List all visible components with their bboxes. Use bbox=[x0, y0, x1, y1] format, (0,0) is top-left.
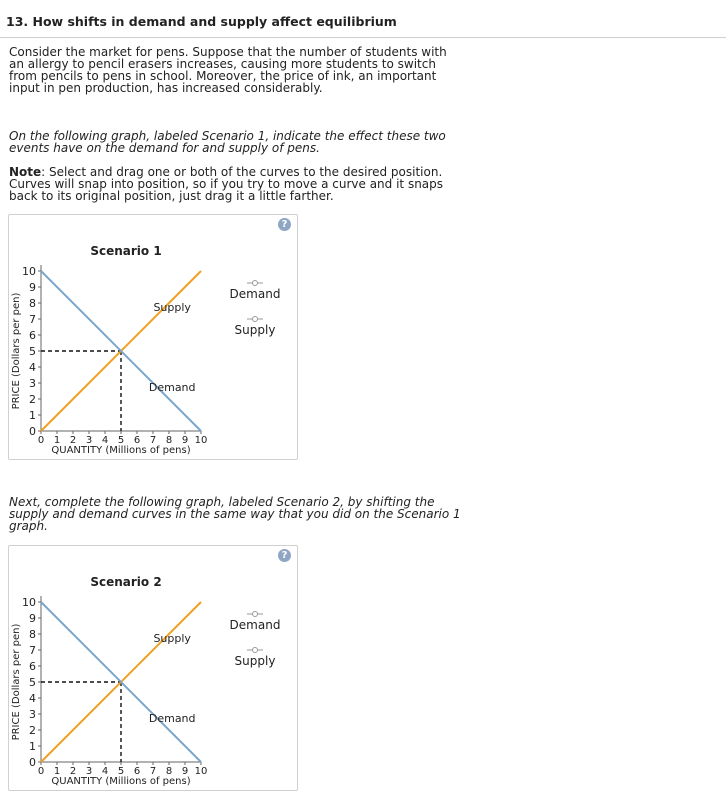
chart-2-x-tick-4: 4 bbox=[101, 766, 109, 777]
chart-1-y-tick-8: 8 bbox=[29, 297, 36, 310]
note-text: : Select and drag one or both of the curves to the desired position. Curves will snap into position, so if you try to move a curve and it snaps back to its original position, just drag it a little farther. bbox=[9, 165, 444, 203]
chart-1-y-tick-3: 3 bbox=[29, 377, 36, 390]
chart-1-legend-demand-handle[interactable] bbox=[253, 281, 258, 286]
chart-2-y-tick-6: 6 bbox=[29, 660, 36, 673]
chart-2-x-tick-5: 5 bbox=[117, 766, 125, 777]
chart-2-x-tick-2: 2 bbox=[69, 766, 77, 777]
chart-1-x-tick-7: 7 bbox=[149, 435, 157, 446]
chart-2-supply-curve-label: Supply bbox=[153, 632, 191, 645]
scenario-2-panel bbox=[8, 545, 298, 791]
chart-2-y-tick-7: 7 bbox=[29, 644, 36, 657]
chart-1-title: Scenario 1 bbox=[90, 244, 162, 258]
scenario-paragraph: Consider the market for pens. Suppose that the number of students with an allergy to pencil erasers increases, causing more students to switch from pencils to pens in school. Moreover, the price of ink, an important input in pen production, has increased considerably. bbox=[9, 45, 447, 95]
chart-2-x-tick-6: 6 bbox=[133, 766, 141, 777]
scenario-1-chart bbox=[9, 215, 297, 459]
chart-1-x-axis-label: QUANTITY (Millions of pens) bbox=[51, 445, 191, 456]
instruction-1-text: On the following graph, labeled Scenario 1, indicate the effect these two events have on the demand for and supply of pens. bbox=[9, 129, 446, 155]
scenario-2-chart bbox=[9, 546, 297, 790]
chart-2-y-tick-0: 0 bbox=[29, 756, 36, 769]
chart-2-y-tick-10: 10 bbox=[22, 596, 36, 609]
chart-2-x-tick-9: 9 bbox=[181, 766, 189, 777]
chart-1-demand-curve-label: Demand bbox=[148, 381, 196, 394]
chart-1-legend-supply-label: Supply bbox=[234, 323, 276, 337]
note bbox=[9, 166, 459, 202]
chart-1-y-tick-7: 7 bbox=[29, 313, 36, 326]
chart-2-x-axis-label: QUANTITY (Millions of pens) bbox=[51, 776, 191, 787]
chart-2-y-tick-9: 9 bbox=[29, 612, 36, 625]
chart-2-x-tick-10: 10 bbox=[194, 766, 208, 777]
chart-1-x-tick-3: 3 bbox=[85, 435, 93, 446]
chart-2-x-tick-0: 0 bbox=[37, 766, 45, 777]
chart-1-x-tick-1: 1 bbox=[53, 435, 61, 446]
chart-2-legend-demand-label: Demand bbox=[229, 618, 281, 632]
chart-1-y-tick-5: 5 bbox=[29, 345, 36, 358]
chart-2-x-tick-8: 8 bbox=[165, 766, 173, 777]
chart-2-x-tick-3: 3 bbox=[85, 766, 93, 777]
chart-1-y-tick-4: 4 bbox=[29, 361, 36, 374]
chart-1-x-tick-5: 5 bbox=[117, 435, 125, 446]
chart-1-x-tick-0: 0 bbox=[37, 435, 45, 446]
chart-1-y-axis-label: PRICE (Dollars per pen) bbox=[11, 292, 22, 410]
chart-1-legend-supply-handle[interactable] bbox=[253, 317, 258, 322]
chart-1-x-tick-10: 10 bbox=[194, 435, 208, 446]
chart-2-legend-supply-handle[interactable] bbox=[253, 648, 258, 653]
chart-2-legend-demand-handle[interactable] bbox=[253, 612, 258, 617]
chart-2-y-axis-label: PRICE (Dollars per pen) bbox=[11, 623, 22, 741]
chart-1-x-tick-6: 6 bbox=[133, 435, 141, 446]
help-icon-1[interactable]: ? bbox=[278, 218, 291, 231]
instruction-2-text: Next, complete the following graph, labeled Scenario 2, by shifting the supply and demand curves in the same way that you did on the Scenario 1 graph. bbox=[9, 495, 461, 533]
chart-2-y-tick-5: 5 bbox=[29, 676, 36, 689]
note-label: Note bbox=[9, 165, 42, 179]
chart-1-y-tick-9: 9 bbox=[29, 281, 36, 294]
chart-2-y-tick-4: 4 bbox=[29, 692, 36, 705]
help-icon-2[interactable]: ? bbox=[278, 549, 291, 562]
chart-2-x-tick-7: 7 bbox=[149, 766, 157, 777]
chart-2-legend-supply-label: Supply bbox=[234, 654, 276, 668]
instruction-1 bbox=[9, 130, 459, 154]
chart-2-y-tick-8: 8 bbox=[29, 628, 36, 641]
chart-1-y-tick-10: 10 bbox=[22, 265, 36, 278]
scenario-1-panel bbox=[8, 214, 298, 460]
chart-1-x-tick-9: 9 bbox=[181, 435, 189, 446]
chart-1-y-tick-1: 1 bbox=[29, 409, 36, 422]
chart-1-y-tick-2: 2 bbox=[29, 393, 36, 406]
chart-1-y-tick-6: 6 bbox=[29, 329, 36, 342]
chart-2-x-tick-1: 1 bbox=[53, 766, 61, 777]
chart-1-legend-demand-label: Demand bbox=[229, 287, 281, 301]
chart-1-x-tick-4: 4 bbox=[101, 435, 109, 446]
chart-2-demand-curve-label: Demand bbox=[148, 712, 196, 725]
instruction-2 bbox=[9, 496, 469, 532]
chart-1-y-tick-0: 0 bbox=[29, 425, 36, 438]
chart-2-y-tick-3: 3 bbox=[29, 708, 36, 721]
chart-1-x-tick-8: 8 bbox=[165, 435, 173, 446]
chart-2-y-tick-1: 1 bbox=[29, 740, 36, 753]
chart-2-y-tick-2: 2 bbox=[29, 724, 36, 737]
chart-1-x-tick-2: 2 bbox=[69, 435, 77, 446]
chart-1-supply-curve-label: Supply bbox=[153, 301, 191, 314]
question-title: 13. How shifts in demand and supply affect equilibrium bbox=[0, 8, 726, 38]
chart-2-title: Scenario 2 bbox=[90, 575, 162, 589]
